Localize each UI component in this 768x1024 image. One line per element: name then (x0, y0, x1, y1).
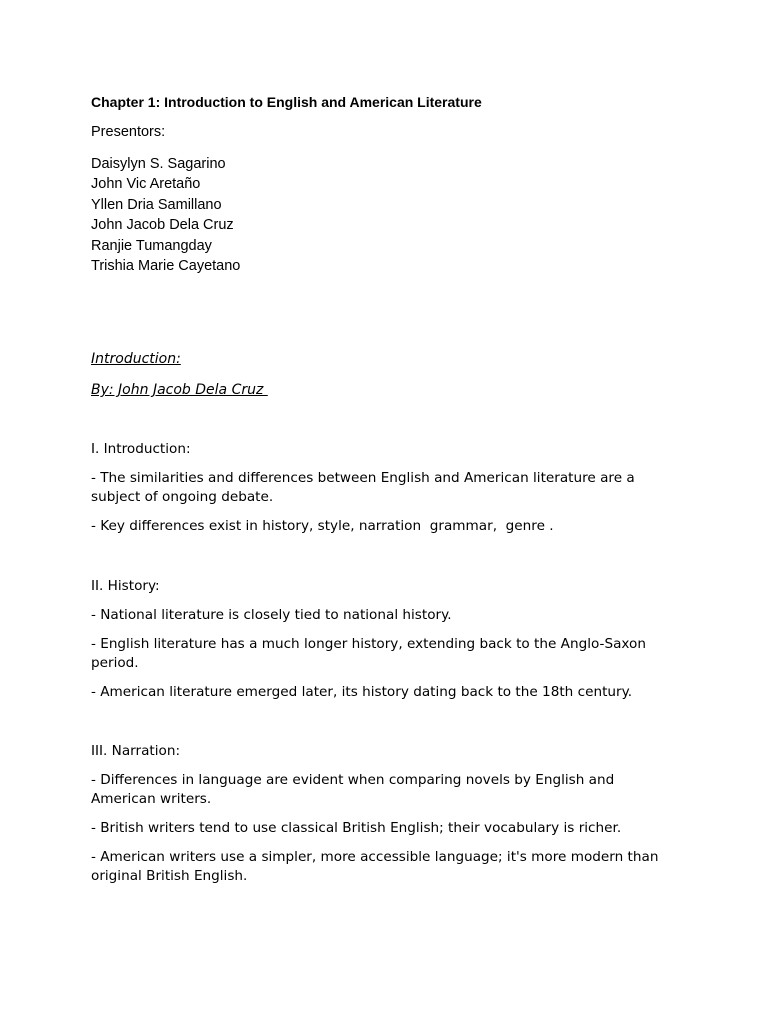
presentor-name: Ranjie Tumangday (91, 237, 212, 254)
introduction-byline: By: John Jacob Dela Cruz (91, 382, 268, 398)
section-point: - American literature emerged later, its history dating back to the 18th century. (91, 684, 633, 700)
section-history (91, 577, 681, 712)
section-point: - Differences in language are evident when comparing novels by English and American writers. (91, 772, 619, 807)
presentor-name: John Jacob Dela Cruz (91, 217, 234, 234)
presentors-label: Presentors: (91, 124, 166, 140)
presentor-name: Trishia Marie Cayetano (91, 258, 241, 275)
section-narration (91, 742, 681, 896)
introduction-heading: Introduction: (91, 351, 181, 367)
section-point: - American writers use a simpler, more accessible language; it's more modern than original British English. (91, 849, 663, 884)
section-heading: I. Introduction: (91, 441, 191, 457)
presentor-name: John Vic Aretaño (91, 176, 201, 193)
document-title: Chapter 1: Introduction to English and American Literature (91, 94, 482, 110)
section-point: - Key differences exist in history, style, narration grammar, genre . (91, 518, 554, 534)
presentor-name: Daisylyn S. Sagarino (91, 156, 226, 172)
section-point: - English literature has a much longer history, extending back to the Anglo-Saxon period. (91, 636, 651, 671)
section-point: - The similarities and differences between English and American literature are a subject of ongoing debate. (91, 470, 640, 505)
section-point: - British writers tend to use classical British English; their vocabulary is richer. (91, 820, 622, 836)
section-heading: II. History: (91, 578, 160, 594)
section-introduction (91, 440, 681, 546)
presentors-list (91, 154, 240, 276)
section-heading: III. Narration: (91, 743, 181, 759)
section-point: - National literature is closely tied to national history. (91, 607, 452, 623)
presentor-name: Yllen Dria Samillano (91, 196, 222, 213)
